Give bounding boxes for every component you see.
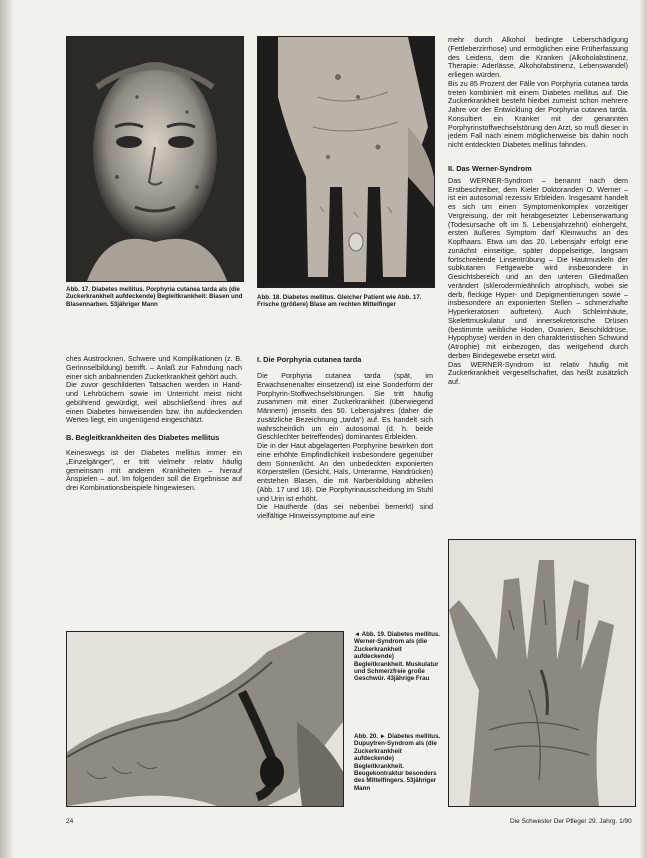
col3-heading: II. Das Werner-Syndrom bbox=[448, 163, 532, 173]
col3-paragraph-4: Das WERNER-Syndrom ist relativ häufig mit Zuckerkrankheit vergesellschaftet, das heißt zusätzlich auf. bbox=[448, 359, 628, 386]
fig17-caption: Abb. 17. Diabetes mellitus. Porphyria cutanea tarda als (die Zuckerkrankheit aufdeckende) Begleitkrankheit: Blasen und Blasennarben. 53jähriger Mann bbox=[66, 286, 243, 308]
col3-paragraph-3: Das WERNER-Syndrom – benannt nach dem Erstbeschreiber, dem Kieler Doktoranden O. Werner – ist ein autosomal rezessiv Erbleiden. Insgesamt handelt es sich um einen Symptomenkomplex vorzeitiger Vergreisung, der mit herabgesetzter Lebenserwartung (Todesursache oft im 5. Lebensjahrzehnt) einhergeht, ersten äußeres Symptom darf Kleinwuchs an des Kopfhaars. Etwa um das 20. Lebensjahr erfolgt eine zunächst einseitige, später doppelseitige, langsam fortschreitende Linsentrübung – Die Hautmuskeln der subkutanen Fettgewebe wird insbesondere in Gesichtsbereich und an den unteren Gliedmaßen verändert (sklerodermieähnlich atrophisch, wobei sie derb, fleckige Hyper- und Depigmentierungen sowie – insbesondere an exponierten Stellen – schmerzhafte Hyperkeratosen auftreten). Auch Schleimhäute, Skelettmuskulatur und innersekretorische Drüsen (bestimmte weibliche Hoden, Ovarien, Beischilddrüse, Hypophyse) werden in den charakteristischen Schwund (Atrophie) mit einbezogen, das weitgehend durch derben Bindegewebe ersetzt wird. bbox=[448, 175, 628, 360]
fig18-photo-hand bbox=[257, 36, 435, 288]
column-2 bbox=[257, 355, 433, 521]
col3-paragraph-2: Bis zu 85 Prozent der Fälle von Porphyria cutanea tarda treten kombiniert mit einem Diabetes mellitus auf. Die Zuckerkrankheit besteht hierbei zumeist schon mehrere Jahre vor der Entwicklung der Porphyria cutanea tarda. Konsultiert ein Kranker mit der genannten Porphyrinstoffwechselstörung den Arzt, so muß dieser in jedem Fall nach einem möglicherweise bis dahin noch nicht entdeckten Diabetes mellitus fahnden. bbox=[448, 78, 628, 149]
fig17-photo-face bbox=[66, 36, 244, 282]
fig18-caption: Abb. 18. Diabetes mellitus. Gleicher Patient wie Abb. 17. Frische (größere) Blase am rechten Mittelfinger bbox=[257, 294, 422, 309]
col2-paragraph-1: Die Porphyria cutanea tarda (spät, im Erwachsenenalter einsetzend) ist eine Sonderform der Porphyrin-Stoffwechselstörungen. Sie tritt häufig zusammen mit einer Zuckerkrankheit (überwiegend Männern) jenseits des 50. Lebensjahres (daher die zusätzliche Bezeichnung „tarda“) auf. Es handelt sich wahrscheinlich um ein autosomal (d. h. beide Geschlechter betreffendes) dominantes Erbleiden. bbox=[257, 371, 433, 442]
column-1 bbox=[66, 355, 242, 493]
fig19-photo-foot bbox=[66, 631, 344, 807]
col3-paragraph-1: mehr durch Alkohol bedingte Leberschädigung (Fettleberzirrhose) und ermöglichen eine Früherfassung des Leidens, dem die Kranken (Alkoholabstinenz, Therapie: Aderlässe, Alkoholabstinenz, Lebenswandel) erliegen würden. bbox=[448, 35, 628, 79]
col1-heading: B. Begleitkrankheiten des Diabetes mellitus bbox=[66, 433, 220, 442]
journal-footer: Die Schwester Der Pfleger 29. Jahrg. 1/90 bbox=[510, 818, 632, 825]
fig20-photo-palm bbox=[448, 539, 636, 807]
col2-heading: I. Die Porphyria cutanea tarda bbox=[257, 355, 362, 364]
col1-paragraph-1: ches Austrocknen, Schwere und Komplikationen (z. B. Gerinnselbildung) betrifft. – Anlaß zur Fahndung nach einer sich anbahnenden Zuckerkrankheit gehört auch. bbox=[66, 354, 242, 381]
fig19-caption: ◄ Abb. 19. Diabetes mellitus. Werner-Syndrom als (die Zuckerkrankheit aufdeckende) Begleitkrankheit. Muskulatur und Schmerzfreie große Geschwür. 43jährige Frau bbox=[354, 631, 441, 683]
col1-paragraph-3: Keineswegs ist der Diabetes mellitus immer ein „Einzelgänger“, er tritt vielmehr relativ häufig gemeinsam mit anderen Krankheiten – hierauf Anspielen – auf. Im folgenden soll die Ergebnisse auf drei Kombinationsbeispiele hingewiesen. bbox=[66, 448, 242, 492]
page-number: 24 bbox=[66, 818, 74, 825]
scan-right-edge bbox=[639, 0, 647, 858]
col1-paragraph-2: Die zuvor geschilderten Tatsachen werden in Hand- und Lehrbüchern sowie im Unterricht meist nicht gebührend gewürdigt, weil abschließend ihres auf einen Diabetes hinweisenden bzw. ihn aufdeckenden Wertes liegt, ein ungenügend eingeschätzt. bbox=[66, 380, 242, 425]
scan-edge-shadow bbox=[0, 0, 14, 858]
fig20-caption: Abb. 20. ► Diabetes mellitus. Dupuytren-Syndrom als (die Zuckerkrankheit aufdeckende) Begleitkrankheit. Beugekontraktur besonders des Mittelfingers. 53jähriger Mann bbox=[354, 733, 441, 792]
col2-paragraph-3: Die Hautherde (das sei nebenbei bemerkt) sind vielfältige Hinweissymptome auf eine bbox=[257, 502, 433, 520]
col2-paragraph-2: Die in der Haut abgelagerten Porphyrine bewirken dort eine erhöhte Empfindlichkeit insbesondere gegenüber dem Sonnenlicht. An den unbedeckten exponierten Körperstellen (Gesicht, Hals, Unterarme, Handrücken) entstehen Blasen, die mit Narbenbildung abheilen (Abb. 17 und 18). Die Porphyrinausscheidung im Stuhl und Urin ist erhöht. bbox=[257, 441, 433, 503]
column-3 bbox=[448, 36, 628, 387]
